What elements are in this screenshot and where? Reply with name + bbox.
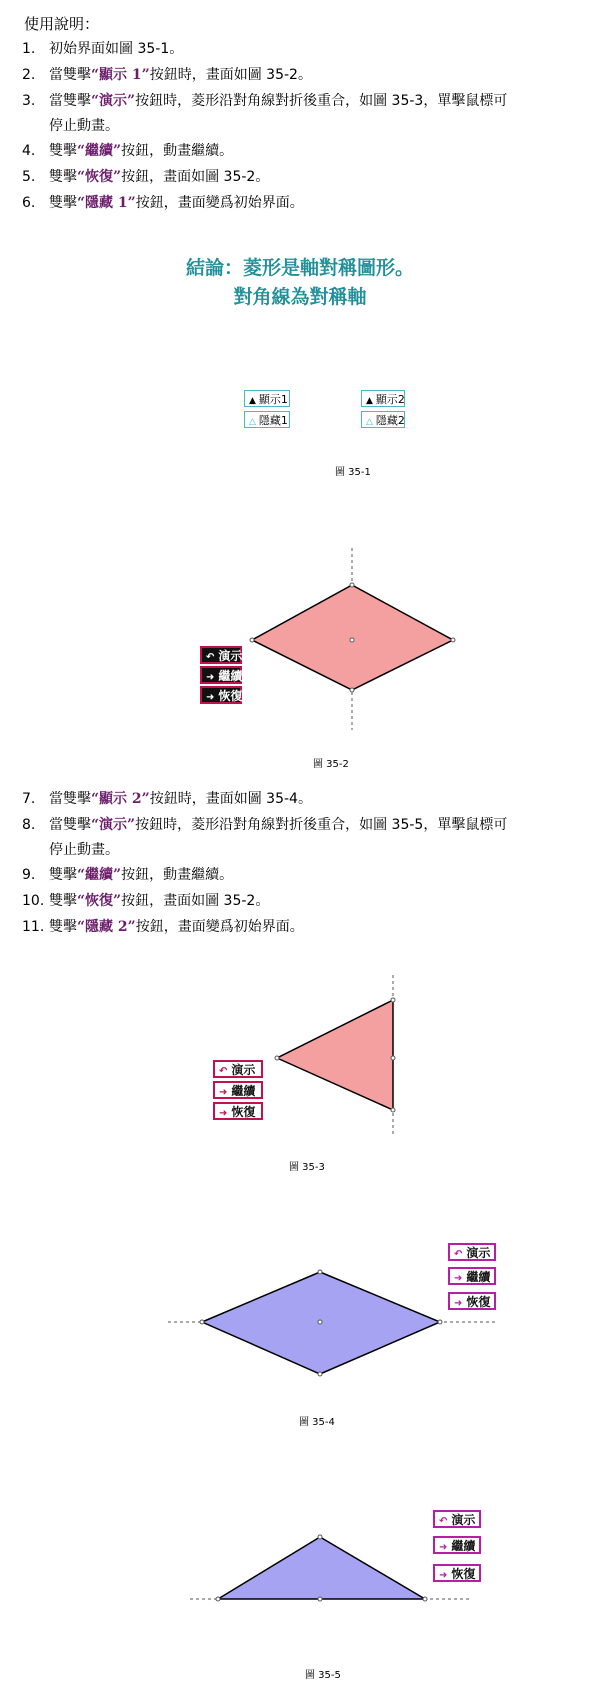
instruction-step — [0, 914, 507, 940]
right-arrow-icon: ➜ — [454, 1298, 463, 1309]
vertex-point — [318, 1535, 322, 1539]
reset-button[interactable] — [200, 686, 242, 704]
figure-35-4 — [0, 1260, 600, 1390]
rhombus — [252, 585, 453, 690]
step-number: 3. — [22, 93, 36, 109]
step-number: 4. — [22, 143, 36, 159]
instruction-step — [0, 62, 507, 88]
vertex-point — [200, 1320, 204, 1324]
curved-arrow-icon: ↶ — [219, 1066, 228, 1077]
button-name: “恢復” — [77, 169, 122, 185]
step-text: 雙擊 — [49, 169, 77, 185]
center-point — [350, 638, 354, 642]
button-name: “繼續” — [77, 143, 122, 159]
curved-arrow-icon: ↶ — [439, 1516, 448, 1527]
button-name: “繼續” — [77, 867, 122, 883]
vertex-point — [423, 1597, 427, 1601]
instruction-step — [0, 786, 507, 812]
demo-label: 演示 — [451, 1513, 476, 1527]
step-text: 按鈕，畫面如圖 35-2。 — [121, 893, 270, 909]
right-arrow-icon: ➜ — [206, 692, 215, 703]
vertex-point — [250, 638, 254, 642]
instruction-list-b — [0, 786, 507, 940]
instruction-step — [0, 164, 507, 190]
step-text: 當雙擊 — [49, 791, 91, 807]
conclusion-line-2: 對角線為對稱軸 — [233, 286, 367, 308]
button-name: “隱藏 1” — [77, 195, 136, 211]
button-name: “隱藏 2” — [77, 919, 136, 935]
figure-35-2 — [0, 540, 600, 770]
step-text: 按鈕時，菱形沿對角線對折後重合，如圖 35-5，單擊鼠標可 — [135, 817, 508, 833]
button-name: “演示” — [91, 93, 136, 109]
step-number: 2. — [22, 67, 36, 83]
demo-button[interactable] — [200, 646, 242, 664]
continue-label: 繼續 — [466, 1270, 491, 1284]
hide2-button[interactable] — [361, 411, 405, 428]
vertex-point — [275, 1056, 279, 1060]
curved-arrow-icon: ↶ — [206, 652, 215, 663]
right-arrow-icon: ➜ — [219, 1087, 228, 1098]
folded-rhombus — [277, 1000, 393, 1110]
figure-35-5 — [0, 1525, 600, 1615]
demo-label: 演示 — [231, 1063, 256, 1077]
vertex-point — [451, 638, 455, 642]
step-number: 6. — [22, 195, 36, 211]
vertex-point — [438, 1320, 442, 1324]
instructions-heading: 使用說明： — [24, 15, 100, 33]
figure-35-3 — [0, 970, 600, 1140]
step-text: 當雙擊 — [49, 93, 91, 109]
reset-label: 恢復 — [231, 1105, 256, 1119]
step-number: 5. — [22, 169, 36, 185]
right-arrow-icon: ➜ — [439, 1570, 448, 1581]
step-number: 10. — [22, 893, 45, 909]
step-number: 9. — [22, 867, 36, 883]
step-number: 7. — [22, 791, 36, 807]
reset-label: 恢復 — [451, 1567, 476, 1581]
hide2-label: 隱藏2 — [375, 414, 405, 427]
right-arrow-icon: ➜ — [454, 1273, 463, 1284]
caption-35-2: 圖 35-2 — [313, 759, 349, 770]
instruction-step — [0, 138, 507, 164]
right-arrow-icon: ➜ — [439, 1542, 448, 1553]
reset-label: 恢復 — [218, 689, 243, 703]
demo-button[interactable] — [448, 1243, 496, 1261]
step-number: 8. — [22, 817, 36, 833]
step-text: 雙擊 — [49, 143, 77, 159]
conclusion — [0, 254, 600, 312]
button-name: “恢復” — [77, 893, 122, 909]
step-text: 當雙擊 — [49, 67, 91, 83]
triangle-outline-icon: △ — [366, 417, 373, 427]
caption-35-1: 圖 35-1 — [335, 467, 371, 478]
demo-button[interactable] — [213, 1060, 263, 1078]
vertex-point — [216, 1597, 220, 1601]
step-text: 雙擊 — [49, 867, 77, 883]
vertex-point — [391, 998, 395, 1002]
instruction-step — [0, 862, 507, 888]
step-text-continued: 停止動畫。 — [49, 842, 119, 858]
vertex-point — [318, 1270, 322, 1274]
step-text: 按鈕時，菱形沿對角線對折後重合，如圖 35-3，單擊鼠標可 — [135, 93, 508, 109]
vertex-point — [318, 1372, 322, 1376]
step-text: 按鈕時，畫面如圖 35-4。 — [149, 791, 312, 807]
show1-button[interactable] — [244, 390, 290, 407]
center-point — [318, 1597, 322, 1601]
instruction-step — [0, 88, 507, 138]
instruction-step — [0, 812, 507, 862]
step-text: 雙擊 — [49, 893, 77, 909]
continue-button[interactable] — [213, 1081, 263, 1099]
button-name: “顯示 2” — [91, 791, 150, 807]
curved-arrow-icon: ↶ — [454, 1249, 463, 1260]
step-text: 按鈕，動畫繼續。 — [121, 143, 234, 159]
instruction-step — [0, 190, 507, 216]
step-text: 按鈕，畫面變爲初始界面。 — [135, 195, 304, 211]
right-arrow-icon: ➜ — [206, 672, 215, 683]
center-point — [318, 1320, 322, 1324]
triangle-up-icon: ▲ — [249, 396, 256, 406]
step-text: 按鈕時，畫面如圖 35-2。 — [149, 67, 312, 83]
show2-button[interactable] — [361, 390, 405, 407]
demo-label: 演示 — [218, 649, 243, 663]
step-number: 11. — [22, 919, 45, 935]
button-name: “顯示 1” — [91, 67, 150, 83]
continue-label: 繼續 — [231, 1084, 256, 1098]
step-text: 雙擊 — [49, 919, 77, 935]
instruction-list-a — [0, 36, 507, 216]
triangle-outline-icon: △ — [249, 417, 256, 427]
conclusion-line-1: 結論：菱形是軸對稱圖形。 — [185, 257, 414, 279]
step-text: 按鈕，畫面變爲初始界面。 — [135, 919, 304, 935]
right-arrow-icon: ➜ — [219, 1108, 228, 1119]
show1-label: 顯示1 — [258, 393, 288, 406]
triangle-up-icon: ▲ — [366, 396, 373, 406]
reset-label: 恢復 — [466, 1295, 491, 1309]
instruction-step — [0, 36, 507, 62]
caption-35-3: 圖 35-3 — [289, 1162, 325, 1173]
step-text: 初始界面如圖 35-1。 — [49, 41, 184, 57]
step-text-continued: 停止動畫。 — [49, 118, 119, 134]
continue-button[interactable] — [200, 666, 242, 684]
vertex-point — [391, 1108, 395, 1112]
step-number: 1. — [22, 41, 36, 57]
continue-label: 繼續 — [451, 1539, 476, 1553]
continue-label: 繼續 — [218, 669, 243, 683]
vertex-point — [350, 688, 354, 692]
step-text: 雙擊 — [49, 195, 77, 211]
hide1-label: 隱藏1 — [258, 414, 288, 427]
caption-35-5: 圖 35-5 — [305, 1670, 341, 1681]
caption-35-4: 圖 35-4 — [299, 1417, 335, 1428]
vertex-point — [350, 583, 354, 587]
reset-button[interactable] — [213, 1102, 263, 1120]
folded-rhombus — [218, 1537, 425, 1599]
button-name: “演示” — [91, 817, 136, 833]
step-text: 按鈕，畫面如圖 35-2。 — [121, 169, 270, 185]
step-text: 當雙擊 — [49, 817, 91, 833]
instruction-step — [0, 888, 507, 914]
show2-label: 顯示2 — [375, 393, 405, 406]
demo-label: 演示 — [466, 1246, 491, 1260]
hide1-button[interactable] — [244, 411, 290, 428]
center-point — [391, 1056, 395, 1060]
step-text: 按鈕，動畫繼續。 — [121, 867, 234, 883]
